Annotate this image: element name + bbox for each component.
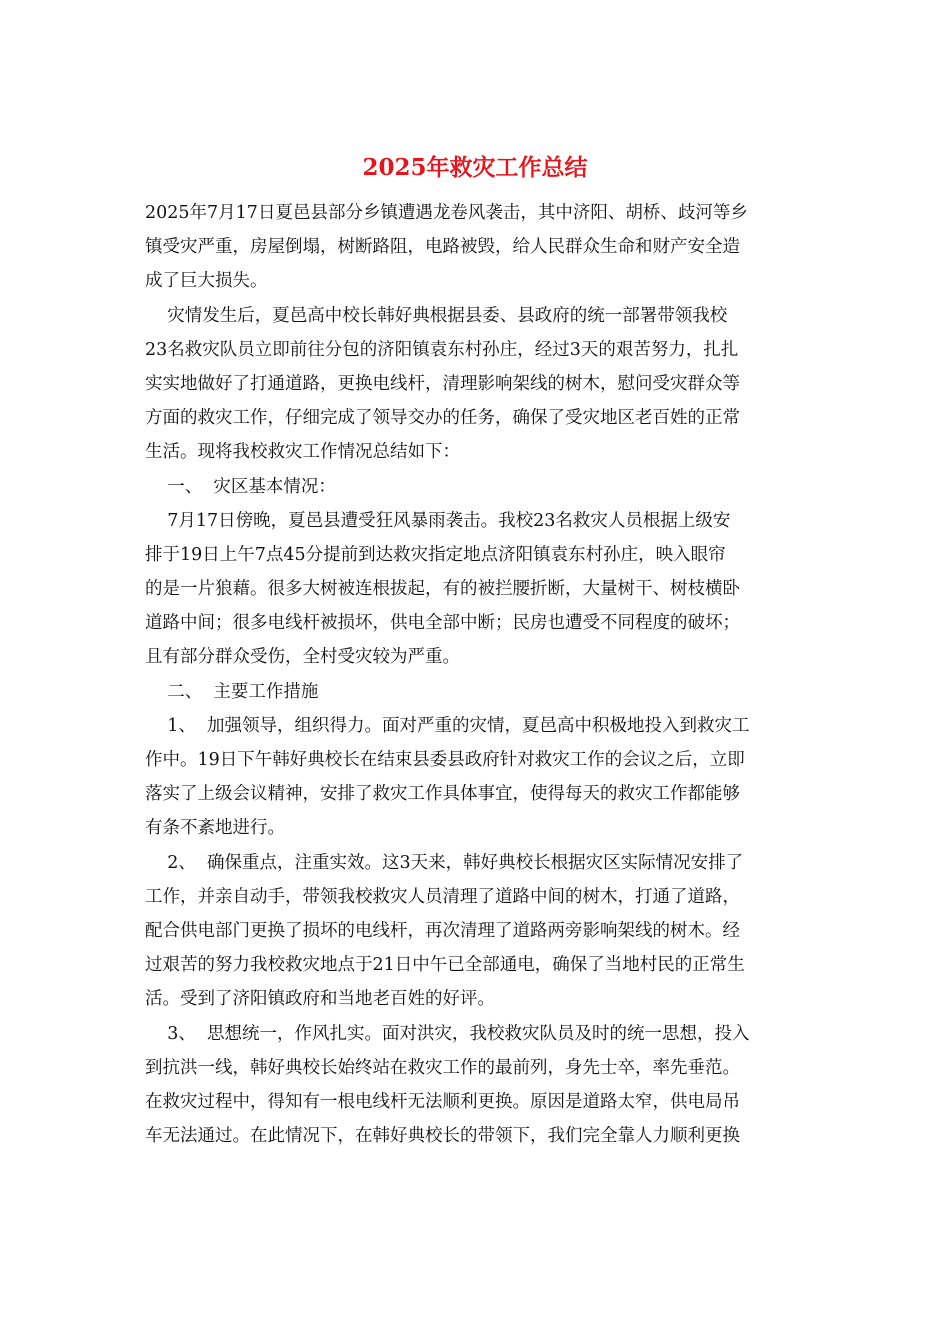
text-line: 2、 确保重点，注重实效。这3天来，韩好典校长根据灾区实际情况安排了 (145, 852, 744, 873)
text-line: 道路中间；很多电线杆被损坏，供电全部中断；民房也遭受不同程度的破坏； (145, 613, 740, 634)
text-line: 工作，并亲自动手，带领我校救灾人员清理了道路中间的树木，打通了道路， (145, 886, 740, 907)
text-line: 23名救灾队员立即前往分包的济阳镇袁东村孙庄，经过3天的艰苦努力，扎扎 (145, 339, 739, 360)
text-line: 在救灾过程中，得知有一根电线杆无法顺利更换。原因是道路太窄，供电局吊 (145, 1091, 740, 1112)
text-line: 排于19日上午7点45分提前到达救灾指定地点济阳镇袁东村孙庄，映入眼帘 (145, 544, 726, 565)
text-line: 二、 主要工作措施 (145, 681, 319, 702)
text-line: 2025年7月17日夏邑县部分乡镇遭遇龙卷风袭击，其中济阳、胡桥、歧河等乡 (145, 203, 748, 223)
text-line: 实实地做好了打通道路，更换电线杆，清理影响架线的树木，慰问受灾群众等 (145, 373, 740, 394)
text-line: 灾情发生后，夏邑高中校长韩好典根据县委、县政府的统一部署带领我校 (145, 305, 728, 326)
text-line: 镇受灾严重，房屋倒塌，树断路阻，电路被毁，给人民群众生命和财产安全造 (145, 237, 740, 258)
text-line: 作中。19日下午韩好典校长在结束县委县政府针对救灾工作的会议之后，立即 (145, 750, 745, 770)
text-line: 到抗洪一线，韩好典校长始终站在救灾工作的最前列，身先士卒，率先垂范。 (145, 1057, 740, 1078)
text-line: 3、 思想统一，作风扎实。面对洪灾，我校救灾队员及时的统一思想，投入 (145, 1023, 750, 1044)
text-line: 的是一片狼藉。很多大树被连根拔起，有的被拦腰折断，大量树干、树枝横卧 (145, 579, 740, 600)
text-line: 活。受到了济阳镇政府和当地老百姓的好评。 (145, 989, 495, 1010)
text-line: 车无法通过。在此情况下，在韩好典校长的带领下，我们完全靠人力顺利更换 (145, 1126, 740, 1147)
text-line: 7月17日傍晚，夏邑县遭受狂风暴雨袭击。我校23名救灾人员根据上级安 (145, 510, 731, 531)
text-line: 落实了上级会议精神，安排了救灾工作具体事宜，使得每天的救灾工作都能够 (145, 784, 740, 805)
text-line: 配合供电部门更换了损坏的电线杆，再次清理了道路两旁影响架线的树木。经 (145, 920, 740, 941)
text-line: 有条不紊地进行。 (145, 818, 285, 839)
text-line: 一、 灾区基本情况： (145, 476, 336, 497)
text-line: 过艰苦的努力我校救灾地点于21日中午已全部通电，确保了当地村民的正常生 (145, 955, 745, 976)
text-line: 生活。现将我校救灾工作情况总结如下： (145, 442, 460, 463)
text-line: 且有部分群众受伤，全村受灾较为严重。 (145, 647, 460, 668)
text-line: 1、 加强领导，组织得力。面对严重的灾情，夏邑高中积极地投入到救灾工 (145, 715, 750, 736)
document-body (145, 196, 811, 1153)
document-title: 2025年救灾工作总结 (362, 154, 588, 181)
text-line: 成了巨大损失。 (145, 271, 268, 292)
text-line: 方面的救灾工作，仔细完成了领导交办的任务，确保了受灾地区老百姓的正常 (145, 408, 740, 429)
